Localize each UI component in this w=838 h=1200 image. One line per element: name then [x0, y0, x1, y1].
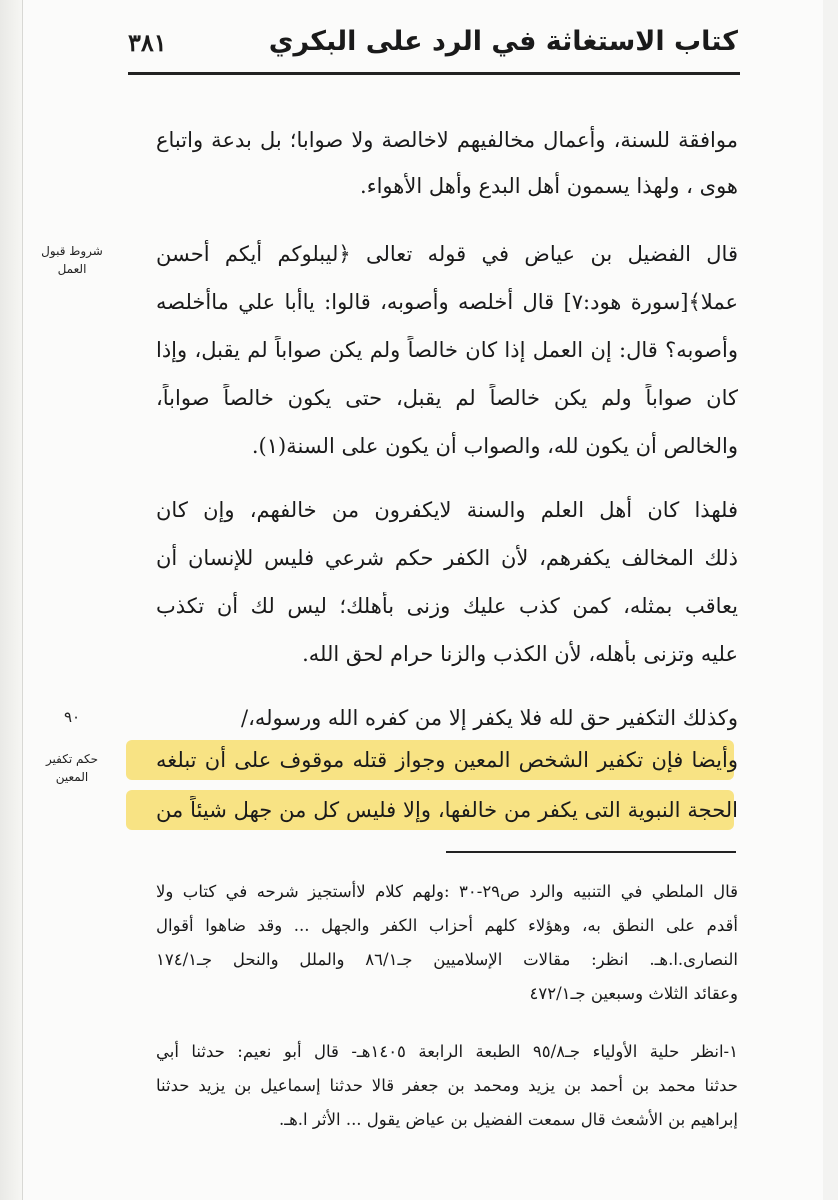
- running-header: [128, 26, 738, 70]
- footnote-line: إبراهيم بن الأشعث قال سمعت الفضيل بن عياض يقول ... الأثر ا.هـ.: [279, 1110, 738, 1129]
- book-title: كتاب الاستغاثة في الرد على البكري: [268, 26, 738, 57]
- footnote-line: وعقائد الثلاث وسبعين جـ٤٧٢/١: [529, 984, 738, 1003]
- margin-note-line: حكم تكفير: [45, 752, 99, 766]
- footnote-line: ١-انظر حلية الأولياء جـ٩٥/٨ الطبعة الرابعة ١٤٠٥هـ- قال أبو نعيم: حدثنا أبي: [156, 1042, 738, 1061]
- header-rule: [128, 72, 740, 75]
- body-line: فلهذا كان أهل العلم والسنة لايكفرون من خالفهم، وإن كان: [156, 498, 738, 522]
- body-line: يعاقب بمثله، كمن كذب عليك وزنى بأهلك؛ ليس لك أن تكذب: [156, 594, 738, 618]
- margin-note: [40, 750, 104, 786]
- page-reference-number: ٩٠: [63, 708, 81, 726]
- highlighted-line: وأيضا فإن تكفير الشخص المعين وجواز قتله موقوف على أن تبلغه: [156, 748, 738, 772]
- footnote-line: حدثنا محمد بن أحمد بن يزيد ومحمد بن جعفر قالا حدثنا إسماعيل بن يزيد حدثنا: [156, 1076, 738, 1095]
- body-line: وكذلك التكفير حق لله فلا يكفر إلا من كفره الله ورسوله،/: [241, 706, 738, 730]
- body-line: كان صواباً ولم يكن خالصاً لم يقبل، حتى يكون خالصاً صواباً،: [156, 386, 738, 410]
- footnote-line: النصارى.ا.هـ. انظر: مقالات الإسلاميين جـ٨٦/١ والملل والنحل جـ١٧٤/١: [156, 950, 738, 969]
- body-line: والخالص أن يكون لله، والصواب أن يكون على السنة(١).: [251, 434, 738, 458]
- margin-note-line: المعين: [55, 770, 89, 784]
- margin-note-line: شروط قبول: [41, 244, 103, 258]
- margin-note-line: العمل: [57, 262, 87, 276]
- body-line: موافقة للسنة، وأعمال مخالفيهم لاخالصة ولا صوابا؛ بل بدعة واتباع: [156, 128, 738, 152]
- highlighted-line: الحجة النبوية التى يكفر من خالفها، وإلا فليس كل من جهل شيئاً من: [156, 798, 738, 822]
- body-line: ذلك المخالف يكفرهم، لأن الكفر حكم شرعي فليس للإنسان أن: [156, 546, 738, 570]
- footnote-line: أقدم على النطق به، وهؤلاء كلهم أحزاب الكفر والجهل ... وقد ضاهوا أقوال: [156, 916, 738, 935]
- body-line: عملا﴾[سورة هود:٧] قال أخلصه وأصوبه، قالوا: ياأبا علي ماأخلصه: [156, 290, 738, 314]
- page-left-edge: [0, 0, 22, 1200]
- body-line: هوى ، ولهذا يسمون أهل البدع وأهل الأهواء.: [360, 174, 738, 198]
- page-reference: [40, 708, 104, 726]
- body-line: عليه وتزنى بأهله، لأن الكذب والزنا حرام لحق الله.: [302, 642, 738, 666]
- body-line: قال الفضيل بن عياض في قوله تعالى ﴿ليبلوكم أيكم أحسن: [156, 242, 738, 266]
- page-number: ٣٨١: [128, 28, 167, 57]
- footnote-line: قال الملطي في التنبيه والرد ص٢٩-٣٠ :ولهم كلام لاأستجيز شرحه في كتاب ولا: [156, 882, 738, 901]
- margin-note: [40, 242, 104, 278]
- footnote-separator: [446, 851, 736, 853]
- body-line: وأصوبه؟ قال: إن العمل إذا كان خالصاً ولم يكن صواباً لم يقبل، وإذا: [156, 338, 738, 362]
